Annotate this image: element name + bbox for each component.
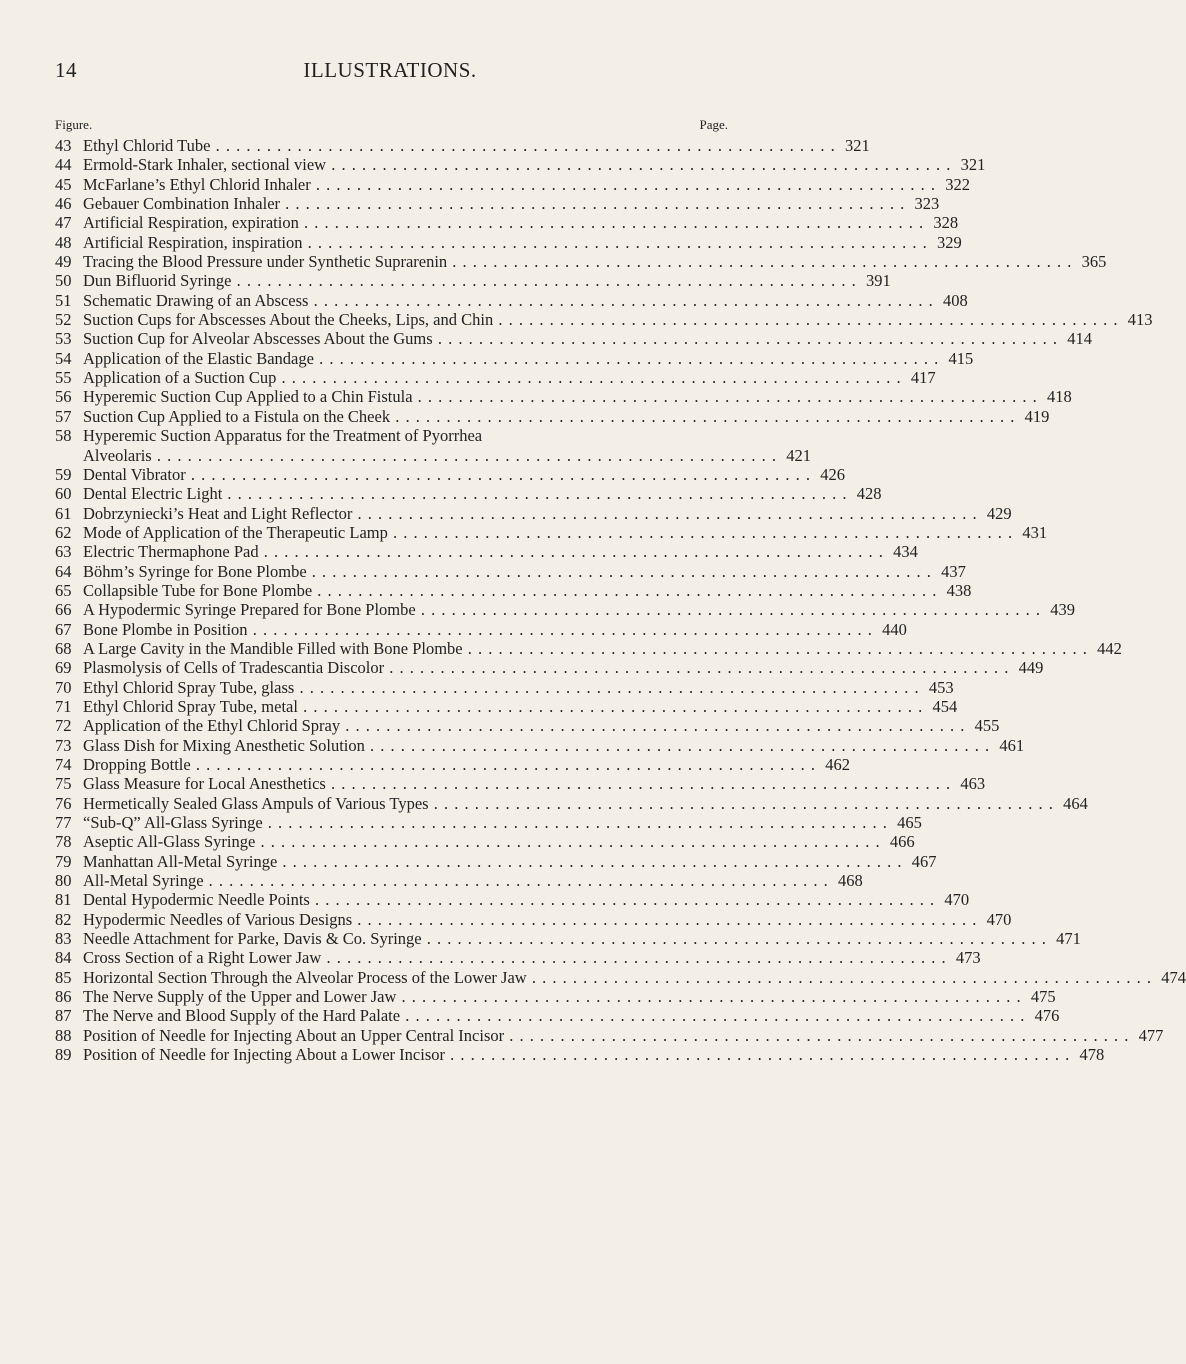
figure-title: Dropping Bottle . . .	[83, 755, 816, 774]
page-reference: 449	[1018, 658, 1044, 678]
page-reference: 477	[1138, 1025, 1164, 1045]
figure-title-continuation: Alveolaris . . .	[55, 446, 777, 465]
list-item	[55, 619, 907, 639]
figure-number: 44	[55, 155, 72, 175]
page-reference: 426	[820, 464, 845, 484]
figure-number: 51	[55, 290, 72, 310]
figure-number: 88	[55, 1025, 72, 1045]
figure-number: 46	[55, 194, 72, 214]
figure-title: Hermetically Sealed Glass Ampuls of Various Types . . .	[83, 794, 1054, 813]
figure-title: Needle Attachment for Parke, Davis & Co. Syringe . . .	[83, 929, 1047, 948]
list-item	[55, 735, 1025, 755]
page-reference: 322	[945, 174, 970, 194]
page-reference: 471	[1056, 929, 1081, 949]
list-item	[55, 368, 936, 388]
figure-title: Collapsible Tube for Bone Plombe . . .	[83, 581, 937, 600]
figure-number: 56	[55, 387, 72, 407]
figure-number: 63	[55, 542, 72, 562]
figure-title: A Large Cavity in the Mandible Filled with Bone Plombe . . .	[83, 639, 1088, 658]
illustrations-list	[55, 136, 1186, 1065]
figure-number: 70	[55, 677, 72, 697]
page-reference: 440	[882, 619, 907, 639]
figure-number: 79	[55, 851, 72, 871]
figure-title: Artificial Respiration, inspiration . . .	[83, 233, 928, 252]
figure-number: 62	[55, 522, 72, 542]
figure-number: 77	[55, 813, 72, 833]
list-item	[55, 909, 1012, 929]
page-reference: 470	[986, 909, 1012, 929]
page-reference: 461	[999, 735, 1025, 755]
page-reference: 421	[786, 445, 811, 465]
list-item	[55, 871, 863, 891]
figure-number: 81	[55, 890, 72, 910]
figure-title: Aseptic All-Glass Syringe . . .	[83, 832, 881, 851]
figure-title: Tracing the Blood Pressure under Synthetic Suprarenin . . .	[83, 252, 1072, 271]
page-reference: 442	[1097, 638, 1122, 658]
figure-title: Dobrzyniecki’s Heat and Light Reflector . . .	[83, 504, 978, 523]
page-reference: 454	[932, 696, 958, 716]
figure-number: 73	[55, 735, 72, 755]
page-reference: 413	[1127, 310, 1153, 330]
figure-number: 60	[55, 484, 72, 504]
page-reference: 323	[914, 194, 940, 214]
page-reference: 466	[889, 832, 915, 852]
figure-number: 53	[55, 329, 72, 349]
page-reference: 328	[933, 213, 959, 233]
figure-number: 76	[55, 793, 72, 813]
figure-title: Bone Plombe in Position . . .	[83, 620, 873, 639]
list-item	[55, 580, 972, 600]
page-reference: 408	[942, 290, 968, 310]
list-item	[55, 155, 986, 175]
figure-title: A Hypodermic Syringe Prepared for Bone Plombe . . .	[83, 600, 1041, 619]
list-item	[55, 174, 970, 194]
figure-title: Hypodermic Needles of Various Designs . . .	[83, 910, 977, 929]
list-item	[55, 755, 850, 774]
figure-number: 43	[55, 136, 72, 155]
list-item	[55, 252, 1107, 272]
figure-number: 74	[55, 755, 72, 774]
figure-title: Glass Measure for Local Anesthetics . . .	[83, 774, 951, 793]
list-item	[55, 136, 870, 155]
list-item	[55, 1006, 1060, 1026]
page-reference: 365	[1081, 252, 1107, 272]
list-item	[55, 213, 959, 233]
list-item	[55, 832, 915, 852]
page-reference: 428	[856, 484, 882, 504]
figure-title: Böhm’s Syringe for Bone Plombe . . .	[83, 562, 932, 581]
figure-title: Gebauer Combination Inhaler . . .	[83, 194, 905, 213]
figure-number: 48	[55, 232, 72, 252]
figure-title: All-Metal Syringe . . .	[83, 871, 829, 890]
figure-title: Cross Section of a Right Lower Jaw . . .	[83, 948, 947, 967]
list-item	[55, 851, 937, 871]
page-reference: 429	[986, 503, 1012, 523]
figure-title: Ethyl Chlorid Spray Tube, glass . . .	[83, 678, 920, 697]
page-reference: 414	[1067, 329, 1092, 349]
figure-number: 71	[55, 696, 72, 716]
page-reference: 473	[955, 948, 981, 968]
figure-title: Artificial Respiration, expiration . . .	[83, 213, 924, 232]
list-item	[55, 329, 1092, 349]
figure-number: 58	[55, 426, 72, 446]
figure-title: Application of the Elastic Bandage . . .	[83, 349, 939, 368]
page-reference: 455	[974, 716, 1000, 736]
figure-title: Hyperemic Suction Cup Applied to a Chin Fistula . . .	[83, 387, 1038, 406]
page-reference: 437	[941, 561, 966, 581]
figure-title: Position of Needle for Injecting About an Upper Central Incisor . . .	[83, 1026, 1129, 1045]
list-item	[55, 890, 970, 910]
page-reference: 475	[1030, 987, 1056, 1007]
list-item	[55, 948, 981, 968]
list-item	[55, 813, 922, 833]
figure-number: 67	[55, 619, 72, 639]
page-reference: 439	[1050, 600, 1075, 620]
page-reference: 438	[946, 580, 972, 600]
figure-title: Glass Dish for Mixing Anesthetic Solution . . .	[83, 736, 990, 755]
figure-title: Ethyl Chlorid Tube . . .	[83, 136, 836, 155]
figure-title: Application of the Ethyl Chlorid Spray . . .	[83, 716, 965, 735]
list-item	[55, 774, 986, 794]
page-reference: 463	[960, 774, 986, 794]
figure-title: Dental Vibrator . . .	[83, 465, 811, 484]
page-reference: 434	[893, 542, 918, 562]
list-item	[55, 696, 958, 716]
page-reference: 453	[928, 677, 954, 697]
figure-number: 78	[55, 832, 72, 852]
figure-title: Dental Hypodermic Needle Points . . .	[83, 890, 935, 909]
page-reference: 467	[911, 851, 937, 871]
page-number: 14	[55, 58, 77, 82]
list-item	[55, 600, 1075, 620]
figure-title: Dental Electric Light . . .	[83, 484, 848, 503]
list-item	[55, 638, 1122, 658]
page-reference: 321	[844, 136, 870, 155]
page-reference: 462	[825, 755, 850, 774]
list-item	[55, 677, 954, 697]
list-item	[55, 561, 966, 581]
figure-title: Plasmolysis of Cells of Tradescantia Discolor . . .	[83, 658, 1009, 677]
list-item	[55, 271, 891, 291]
figure-number: 83	[55, 929, 72, 949]
figure-number: 50	[55, 271, 72, 291]
page-reference: 478	[1079, 1045, 1105, 1065]
list-item	[55, 406, 1050, 426]
list-item	[55, 987, 1056, 1007]
page-reference: 474	[1161, 967, 1186, 987]
page-reference: 329	[937, 232, 962, 252]
list-item	[55, 426, 811, 465]
figure-number: 85	[55, 967, 72, 987]
list-item	[55, 1045, 1105, 1065]
page-reference: 415	[948, 348, 974, 368]
figure-number: 75	[55, 774, 72, 794]
figure-title: Mode of Application of the Therapeutic Lamp . . .	[83, 523, 1013, 542]
list-item	[55, 658, 1044, 678]
page-column-header: Page.	[699, 117, 728, 132]
figure-number: 49	[55, 252, 72, 272]
figure-title: Position of Needle for Injecting About a Lower Incisor . . .	[83, 1045, 1070, 1064]
figure-title: Suction Cup for Alveolar Abscesses About the Gums . . .	[83, 329, 1058, 348]
page-reference: 470	[944, 890, 970, 910]
page-reference: 321	[960, 155, 986, 175]
figure-title: Application of a Suction Cup . . .	[83, 368, 902, 387]
figure-title: Manhattan All-Metal Syringe . . .	[83, 852, 903, 871]
figure-number: 61	[55, 503, 72, 523]
page-reference: 465	[897, 813, 922, 833]
figure-title: “Sub-Q” All-Glass Syringe . . .	[83, 813, 888, 832]
figure-title: Suction Cups for Abscesses About the Cheeks, Lips, and Chin . . .	[83, 310, 1118, 329]
figure-number: 45	[55, 174, 72, 194]
figure-number: 66	[55, 600, 72, 620]
figure-title: The Nerve Supply of the Upper and Lower Jaw . . .	[83, 987, 1022, 1006]
figure-title: Electric Thermaphone Pad . . .	[83, 542, 884, 561]
figure-title: Horizontal Section Through the Alveolar Process of the Lower Jaw . . .	[83, 968, 1152, 987]
list-item	[55, 503, 1012, 523]
list-item	[55, 716, 1000, 736]
figure-number: 54	[55, 348, 72, 368]
figure-column-header: Figure.	[55, 117, 93, 132]
list-item	[55, 464, 845, 484]
list-item	[55, 348, 974, 368]
figure-number: 64	[55, 561, 72, 581]
page-reference: 391	[866, 271, 891, 291]
figure-title: Dun Bifluorid Syringe . . .	[83, 271, 857, 290]
list-item	[55, 310, 1153, 330]
figure-number: 52	[55, 310, 72, 330]
page-reference: 468	[838, 871, 863, 891]
figure-number: 65	[55, 580, 72, 600]
figure-number: 84	[55, 948, 72, 968]
figure-number: 57	[55, 406, 72, 426]
figure-number: 72	[55, 716, 72, 736]
list-item	[55, 542, 918, 562]
list-item	[55, 522, 1048, 542]
running-title: ILLUSTRATIONS.	[303, 58, 477, 82]
list-item	[55, 1025, 1164, 1045]
list-item	[55, 232, 962, 252]
page-reference: 464	[1063, 793, 1088, 813]
figure-title: Ermold-Stark Inhaler, sectional view . . .	[83, 155, 951, 174]
figure-title: The Nerve and Blood Supply of the Hard Palate . . .	[83, 1006, 1025, 1025]
figure-title: Suction Cup Applied to a Fistula on the Cheek . . .	[83, 407, 1015, 426]
figure-title: Hyperemic Suction Apparatus for the Treatment of Pyorrhea	[83, 426, 483, 446]
list-item	[55, 290, 968, 310]
page-reference: 476	[1034, 1006, 1060, 1026]
page-reference: 431	[1022, 522, 1048, 542]
figure-number: 68	[55, 638, 72, 658]
figure-number: 59	[55, 464, 72, 484]
figure-number: 86	[55, 987, 72, 1007]
list-item	[55, 793, 1088, 813]
page-reference: 418	[1047, 387, 1072, 407]
list-item	[55, 929, 1081, 949]
figure-number: 82	[55, 909, 72, 929]
figure-number: 55	[55, 368, 72, 388]
page-header	[55, 58, 725, 88]
column-headers	[55, 117, 728, 135]
figure-number: 89	[55, 1045, 72, 1065]
figure-number: 47	[55, 213, 72, 233]
figure-title: McFarlane’s Ethyl Chlorid Inhaler . . .	[83, 175, 936, 194]
figure-number: 80	[55, 871, 72, 891]
figure-number: 69	[55, 658, 72, 678]
figure-number: 87	[55, 1006, 72, 1026]
list-item	[55, 967, 1186, 987]
figure-title: Ethyl Chlorid Spray Tube, metal . . .	[83, 697, 923, 716]
list-item	[55, 484, 882, 504]
page-reference: 417	[910, 368, 936, 388]
list-item	[55, 194, 940, 214]
list-item	[55, 387, 1072, 407]
figure-title: Schematic Drawing of an Abscess . . .	[83, 291, 934, 310]
page-reference: 419	[1024, 406, 1050, 426]
